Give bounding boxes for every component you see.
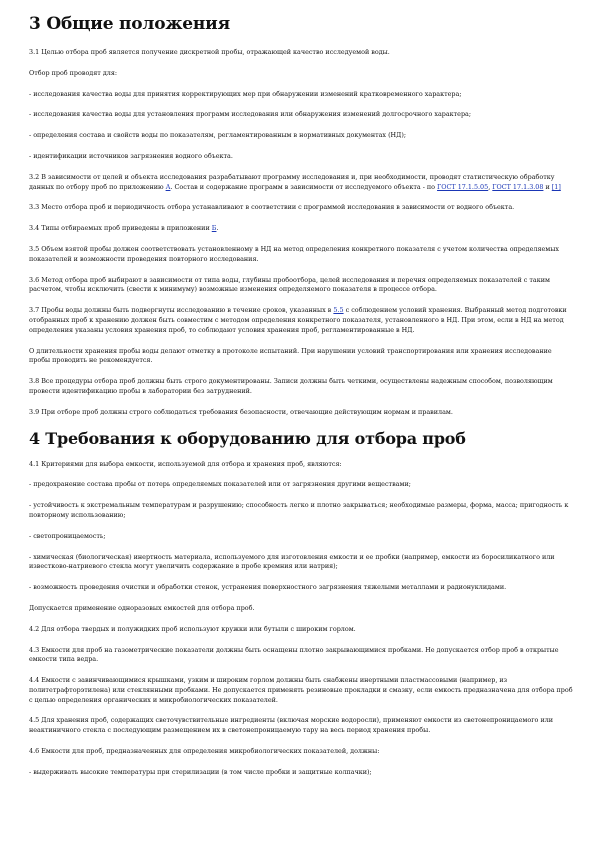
paragraph-4-1: 4.1 Критериями для выбора емкости, используемой для отбора и хранения проб, являются: (29, 459, 342, 468)
paragraph-3-4 (29, 224, 573, 234)
list-item: - идентификации источников загрязнения водного объекта. (29, 151, 233, 160)
list-item: - исследования качества воды для принятия корректирующих мер при обнаружении изменений кратковременного характера; (29, 89, 462, 98)
list-item: - светопроницаемость; (29, 531, 106, 540)
list-item: - определения состава и свойств воды по показателям, регламентированным в нормативных документах (НД); (29, 131, 406, 140)
paragraph-3-3: 3.3 Место отбора проб и периодичность отбора устанавливают в соответствии с программой исследования в зависимости от водного объекта. (29, 203, 515, 212)
paragraph-3-2 (29, 173, 573, 193)
list-item: - возможность проведения очистки и обработки стенок, устранения поверхностного загрязнения тяжелыми металлами и радионуклидами. (29, 583, 507, 592)
paragraph-3-7-note: О длительности хранения пробы воды делают отметку в протоколе испытаний. При нарушении условий транспортирования или хранения исследование пробы проводить не рекомендуется. (29, 346, 552, 365)
paragraph-text: . (216, 224, 219, 233)
paragraph-note: Допускается применение одноразовых емкостей для отбора проб. (29, 603, 255, 612)
link-gost-17-1-5-05[interactable]: ГОСТ 17.1.5.05 (437, 182, 489, 191)
paragraph-text: . Состав и содержание программ в зависимости от исследуемого объекта - по (170, 182, 438, 191)
link-reference-1[interactable]: [1] (551, 182, 561, 191)
link-gost-17-1-3-08[interactable]: ГОСТ 17.1.3.08 (492, 182, 544, 191)
section-3-heading: 3 Общие положения (29, 14, 230, 34)
paragraph-4-2: 4.2 Для отбора твердых и полужидких проб используют кружки или бутыли с широким горлом. (29, 624, 356, 633)
list-item: - устойчивость к экстремальным температурам и разрушению; способность легко и плотно закрываться; необходимые размеры, форма, масса; пригодность к повторному использованию; (29, 501, 569, 519)
paragraph-3-6: 3.6 Метод отбора проб выбирают в зависимости от типа воды, глубины пробоотбора, целей исследования и перечня определяемых показателей с таким расчетом, чтобы исключить (свести к минимуму) возможные изменения определяемого показателя в процессе отбора. (29, 275, 550, 294)
paragraph-4-3: 4.3 Емкости для проб на газометрические показатели должны быть оснащены плотно закрывающимися пробками. Не допускается отбор проб в открытые емкости типа ведра. (29, 645, 559, 664)
list-item: - выдерживать высокие температуры при стерилизации (в том числе пробки и защитные колпачки); (29, 767, 372, 776)
list-item: - химическая (биологическая) инертность материала, используемого для изготовления емкости и ее пробки (например, емкости из боросиликатного или известково-натриевого стекла могут увеличить содержание в пробе кремния или натрия); (29, 552, 555, 571)
paragraph-text: с соблюдением условий хранения. Выбранный метод подготовки отобранных проб к хранению должен быть совместим с методом определения конкретного показателя, установленного в НД. При этом, если в НД на метод определения указаны условия хранения проб, то соблюдают условия хранения проб, регламентированные в НД. (29, 306, 567, 334)
paragraph-3-9: 3.9 При отборе проб должны строго соблюдаться требования безопасности, отвечающие действующим нормам и правилам. (29, 407, 453, 416)
link-appendix-a[interactable]: А (165, 182, 171, 191)
paragraph-text: 3.4 Типы отбираемых проб приведены в приложении (29, 224, 212, 233)
paragraph-text: и (543, 182, 552, 191)
paragraph-4-5: 4.5 Для хранения проб, содержащих светочувствительные ингредиенты (включая морские водоросли), применяют емкости из светонепроницаемого или неактиничного стекла с последующим размещением их в светонепроницаемую тару на весь период хранения пробы. (29, 716, 554, 735)
paragraph-text: 3.2 В зависимости от целей и объекта исследования разрабатывают программу исследования и, при необходимости, проводят статистическую обработку данных по отбору проб по приложению (29, 172, 555, 191)
paragraph-3-1: 3.1 Целью отбора проб является получение дискретной пробы, отражающей качество исследуемой воды. (29, 48, 390, 56)
paragraph-text: , (488, 182, 493, 191)
paragraph-3-1-intro: Отбор проб проводят для: (29, 68, 118, 77)
link-clause-5-5[interactable]: 5.5 (333, 306, 344, 315)
list-item: - предохранение состава пробы от потерь определяемых показателей или от загрязнения другими веществами; (29, 480, 411, 489)
paragraph-4-4: 4.4 Емкости с завинчивающимися крышками, узким и широким горлом должны быть снабжены инертными пластмассовыми (например, из политетрафторэтилена) или стеклянными пробками. Не допускается применять резиновые прокладки и смазку, если емкость предназначена для отбора проб с целью определения органических и микробиологических показателей. (29, 676, 573, 704)
paragraph-3-7 (29, 306, 573, 335)
paragraph-4-6: 4.6 Емкости для проб, предназначенных для определения микробиологических показателей, должны: (29, 747, 380, 756)
list-item: - исследования качества воды для установления программ исследования или обнаружения изменений долгосрочного характера; (29, 110, 472, 119)
paragraph-text: 3.7 Пробы воды должны быть подвергнуты исследованию в течение сроков, указанных в (29, 306, 334, 315)
link-appendix-b[interactable]: Б (211, 224, 217, 233)
paragraph-3-5: 3.5 Объем взятой пробы должен соответствовать установленному в НД на метод определения конкретного показателя с учетом количества определяемых показателей и возможности проведения повторного исследования. (29, 244, 559, 263)
paragraph-3-8: 3.8 Все процедуры отбора проб должны быть строго документированы. Записи должны быть четкими, осуществлены надежным способом, позволяющим провести идентификацию пробы в лаборатории без затруднений. (29, 377, 553, 395)
section-4-heading: 4 Требования к оборудованию для отбора проб (29, 428, 466, 448)
